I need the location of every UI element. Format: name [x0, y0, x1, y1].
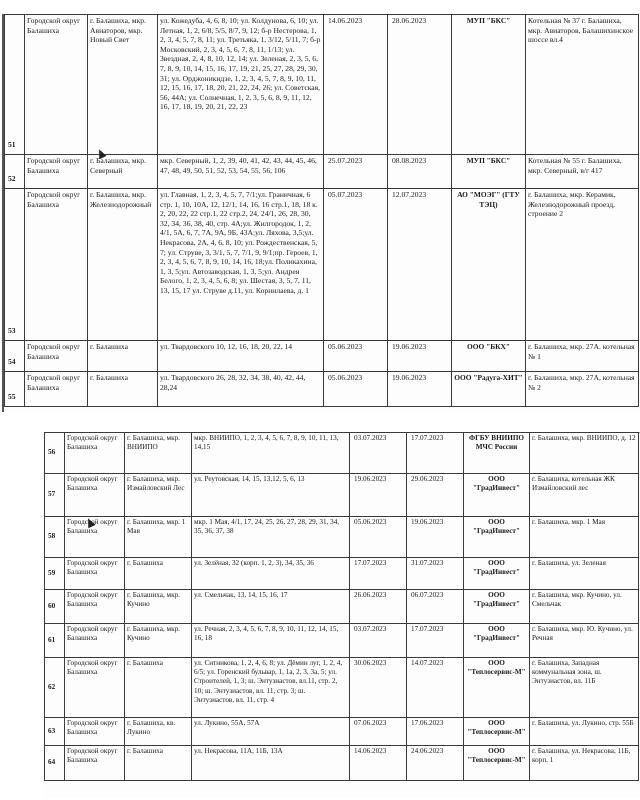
district-cell: Городской округ Балашиха	[65, 658, 125, 718]
locality-cell: г. Балашиха, мкр. Измайловский Лес	[125, 474, 192, 517]
row-number: 58	[45, 517, 65, 558]
scan-page-bottom	[44, 432, 640, 798]
heat-source-cell: г. Балашиха, мкр. 27А. котельная № 1	[526, 341, 639, 372]
organization-cell: ООО "Теплосервис-М"	[464, 718, 530, 746]
end-date-cell: 29.06.2023	[407, 474, 464, 517]
table-row	[5, 189, 639, 341]
start-date-cell: 05.06.2023	[350, 517, 407, 558]
end-date-cell: 17.07.2023	[407, 624, 464, 658]
start-date-cell: 17.07.2023	[350, 558, 407, 590]
streets-cell: ул. Лукино, 55А, 57А	[192, 718, 350, 746]
locality-cell: г. Балашиха	[125, 658, 192, 718]
row-number: 64	[45, 746, 65, 781]
heat-source-cell: Котельная № 55 г. Балашиха, мкр. Северный, в/г 417	[526, 155, 639, 189]
district-cell: Городской округ Балашиха	[65, 433, 125, 474]
streets-cell: ул. Кожедуба, 4, 6, 8, 10; ул. Колдунова, 6, 10; ул. Летная, 1, 2, 6/8, 5/5, 8/7, 9, 12; б-р Нестерова, 1, 2, 3, 4, 5, 7, 8, 11; ул. Третьяка, 1, 3/12, 5/11, 7; б-р Московский, 2, 3, 4, 5, 6, 7, 8, 11, 1/13; ул. Звездная, 2, 4, 8, 10, 12, 14; ул. Зеленая, 2, 3, 5, 6, 7, 8, 9, 10, 14, 15, 16, 17, 19, 21, 25, 27, 28, 29, 30, 31; ул. Орджоникидзе, 1, 2, 3, 4, 5, 7, 8, 9, 10, 11, 12, 15, 16, 17, 18, 20, 21, 22, 24, 26; ул. Советская, 56, 44А; ул. Солнечная, 1, 2, 3, 5, 6, 8, 9, 11, 12, 16, 17, 18, 19, 20, 21, 22, 23	[158, 15, 324, 155]
locality-cell: г. Балашиха, мкр. ВНИИПО	[125, 433, 192, 474]
district-cell: Городской округ Балашиха	[25, 15, 88, 155]
heat-source-cell: г. Балашиха, мкр. Керамик, Железнодорожный проезд, строение 2	[526, 189, 639, 341]
row-number: 57	[45, 474, 65, 517]
locality-cell: г. Балашиха, мкр. Кучино	[125, 624, 192, 658]
table-row	[45, 558, 639, 590]
district-cell: Городской округ Балашиха	[65, 558, 125, 590]
end-date-cell: 19.06.2023	[388, 341, 452, 372]
locality-cell: г. Балашиха	[125, 746, 192, 781]
row-number: 51	[5, 15, 25, 155]
streets-cell: ул. Речная, 2, 3, 4, 5, 6, 7, 8, 9, 10, 11, 12, 14, 15, 16, 18	[192, 624, 350, 658]
organization-cell: ООО "ГрадИнвест"	[464, 590, 530, 624]
row-number: 62	[45, 658, 65, 718]
end-date-cell: 19.06.2023	[407, 517, 464, 558]
locality-cell: г. Балашиха, мкр. Авиаторов, мкр. Новый Свет	[88, 15, 158, 155]
organization-cell: ФГБУ ВНИИПО МЧС России	[464, 433, 530, 474]
district-cell: Городской округ Балашиха	[25, 189, 88, 341]
end-date-cell: 31.07.2023	[407, 558, 464, 590]
table-row	[5, 341, 639, 372]
locality-cell: г. Балашиха, мкр. 1 Мая	[125, 517, 192, 558]
end-date-cell: 17.06.2023	[407, 718, 464, 746]
district-cell: Городской округ Балашиха	[65, 718, 125, 746]
table-row	[45, 718, 639, 746]
end-date-cell: 28.06.2023	[388, 15, 452, 155]
streets-cell: мкр. 1 Мая, 4/1, 17, 24, 25, 26, 27, 28, 29, 31, 34, 35, 36, 37, 38	[192, 517, 350, 558]
heat-source-cell: г. Балашиха, мкр. 1 Мая	[530, 517, 639, 558]
district-cell: Городской округ Балашиха	[65, 517, 125, 558]
outage-schedule-table-top	[4, 14, 639, 407]
streets-cell: ул. Смельчак, 13, 14, 15, 16, 17	[192, 590, 350, 624]
streets-cell: ул. Главная, 1, 2, 3, 4, 5, 7, 7/1;ул. Граничная, 6 стр. 1, 10, 10А, 12, 12/1, 14, 16, 16 стр.1, 18, 18 к. 2, 20, 22, 22 стр.1, 22 стр.2, 24, 24/1, 26, 28, 30, 32, 34, 36, 38, 40, стр. 4А;ул. Жилгородок, 1, 2, 4/1, 5А, 6, 7, 7А, 9А, 9Б, 43А;ул. Ляхова, 3,5;ул. Некрасова, 2А, 4, 6, 8, 10; ул. Рождественская, 5, 7; ул. Струве, 3, 3/1, 5, 7, 7/1, 9, 9/1;пр. Героев, 1, 2, 3, 4, 5, 6, 7, 8, 9, 10, 14, 16, 18;ул. Поликахина, 1, 3, 5;ул. Автозаводская, 1, 3, 5;ул. Андрея Белого, 1, 2, 3, 4, 5, 6, 8; ул. Шестая, 3, 5, 7, 11, 13, 15, 17 ул. Струве д.11, ул. Корнилаева, д. 1	[158, 189, 324, 341]
locality-cell: г. Балашиха, мкр. Железнодорожный	[88, 189, 158, 341]
end-date-cell: 14.07.2023	[407, 658, 464, 718]
table-row	[45, 517, 639, 558]
table-row	[5, 155, 639, 189]
streets-cell: ул. Твардовского 10, 12, 16, 18, 20, 22, 14	[158, 341, 324, 372]
start-date-cell: 05.07.2023	[324, 189, 388, 341]
table-row	[45, 474, 639, 517]
end-date-cell: 12.07.2023	[388, 189, 452, 341]
heat-source-cell: г. Балашиха, мкр. Ю. Кучино, ул. Речная	[530, 624, 639, 658]
table-row	[45, 658, 639, 718]
row-number: 52	[5, 155, 25, 189]
heat-source-cell: г. Балашиха, мкр. ВНИИПО, д. 12	[530, 433, 639, 474]
heat-source-cell: г. Балашиха, ул. Лукино, стр. 55Б	[530, 718, 639, 746]
table-row	[45, 624, 639, 658]
end-date-cell: 06.07.2023	[407, 590, 464, 624]
organization-cell: ООО "ГрадИнвест"	[464, 558, 530, 590]
start-date-cell: 07.06.2023	[350, 718, 407, 746]
streets-cell: ул. Некрасова, 11А, 11Б, 13А	[192, 746, 350, 781]
locality-cell: г. Балашиха, мкр. Северный	[88, 155, 158, 189]
start-date-cell: 14.06.2023	[350, 746, 407, 781]
table-row	[5, 15, 639, 155]
table-top-body	[5, 15, 639, 407]
start-date-cell: 05.06.2023	[324, 372, 388, 407]
locality-cell: г. Балашиха	[88, 341, 158, 372]
start-date-cell: 05.06.2023	[324, 341, 388, 372]
start-date-cell: 25.07.2023	[324, 155, 388, 189]
heat-source-cell: г. Балашиха, ул. Некрасова, 11Б, корп. 1	[530, 746, 639, 781]
district-cell: Городской округ Балашиха	[65, 624, 125, 658]
organization-cell: ООО "ГрадИнвест"	[464, 517, 530, 558]
row-number: 54	[5, 341, 25, 372]
district-cell: Городской округ Балашиха	[65, 746, 125, 781]
table-row	[45, 433, 639, 474]
locality-cell: г. Балашиха, кв. Лукино	[125, 718, 192, 746]
streets-cell: ул. Реутовская, 14, 15, 13,12, 5, 6, 13	[192, 474, 350, 517]
table-row	[45, 590, 639, 624]
district-cell: Городской округ Балашиха	[25, 341, 88, 372]
organization-cell: МУП "БКС"	[452, 155, 526, 189]
streets-cell: мкр. ВНИИПО, 1, 2, 3, 4, 5, 6, 7, 8, 9, 10, 11, 13, 14,15	[192, 433, 350, 474]
row-number: 55	[5, 372, 25, 407]
organization-cell: ООО "Теплосервис-М"	[464, 658, 530, 718]
row-number: 60	[45, 590, 65, 624]
heat-source-cell: Котельная № 37 г. Балашиха, мкр. Авиаторов, Балашихинское шоссе вл.4	[526, 15, 639, 155]
row-number: 63	[45, 718, 65, 746]
row-number: 59	[45, 558, 65, 590]
organization-cell: ООО "Теплосервис-М"	[464, 746, 530, 781]
table-bottom-body	[45, 433, 639, 781]
end-date-cell: 08.08.2023	[388, 155, 452, 189]
table-row	[5, 372, 639, 407]
heat-source-cell: г. Балашиха, котельная ЖК Измайловский лес	[530, 474, 639, 517]
locality-cell: г. Балашиха	[125, 558, 192, 590]
start-date-cell: 14.06.2023	[324, 15, 388, 155]
locality-cell: г. Балашиха	[88, 372, 158, 407]
start-date-cell: 30.06.2023	[350, 658, 407, 718]
end-date-cell: 24.06.2023	[407, 746, 464, 781]
streets-cell: ул. Твардовского 26, 28, 32, 34, 38, 40, 42, 44, 28,24	[158, 372, 324, 407]
start-date-cell: 03.07.2023	[350, 433, 407, 474]
organization-cell: ООО "ГрадИнвест"	[464, 624, 530, 658]
start-date-cell: 26.06.2023	[350, 590, 407, 624]
outage-schedule-table-bottom	[44, 432, 639, 781]
district-cell: Городской округ Балашиха	[65, 590, 125, 624]
row-number: 56	[45, 433, 65, 474]
end-date-cell: 19.06.2023	[388, 372, 452, 407]
streets-cell: ул. Ситникова, 1, 2, 4, 6, 8; ул. Дёмин луг, 1, 2, 4, 6/5; ул. Горенский бульвар, 1, 1а, 2, 3, 3а, 5; ул. Строителей, 1, 3; ш. Энтузиастов, вл.11, стр. 2, 10; ш. Энтузиастов, вл. 11, стр. 3; ш. Энтузиастов, вл. 11, стр. 4	[192, 658, 350, 718]
row-number: 53	[5, 189, 25, 341]
district-cell: Городской округ Балашиха	[25, 155, 88, 189]
scan-page-top	[2, 14, 640, 412]
district-cell: Городской округ Балашиха	[25, 372, 88, 407]
heat-source-cell: г. Балашиха, мкр. Кучино, ул. Смельчак	[530, 590, 639, 624]
heat-source-cell: г. Балашиха, Западная коммунальная зона, ш. Энтузиастов, вл. 11Б	[530, 658, 639, 718]
locality-cell: г. Балашиха, мкр. Кучино	[125, 590, 192, 624]
row-number: 61	[45, 624, 65, 658]
streets-cell: мкр. Северный, 1, 2, 39, 40, 41, 42, 43, 44, 45, 46, 47, 48, 49, 50, 51, 52, 53, 54, 55, 56, 106	[158, 155, 324, 189]
start-date-cell: 19.06.2023	[350, 474, 407, 517]
heat-source-cell: г. Балашиха, ул. Зеленая	[530, 558, 639, 590]
end-date-cell: 17.07.2023	[407, 433, 464, 474]
start-date-cell: 03.07.2023	[350, 624, 407, 658]
streets-cell: ул. Зелёная, 32 (корп. 1, 2, 3), 34, 35, 36	[192, 558, 350, 590]
organization-cell: МУП "БКС"	[452, 15, 526, 155]
heat-source-cell: г. Балашиха, мкр. 27А, котельная № 2	[526, 372, 639, 407]
district-cell: Городской округ Балашиха	[65, 474, 125, 517]
organization-cell: ООО "Радуга-ХИТ"	[452, 372, 526, 407]
table-row	[45, 746, 639, 781]
organization-cell: ООО "БКХ"	[452, 341, 526, 372]
organization-cell: ООО "ГрадИнвест"	[464, 474, 530, 517]
organization-cell: АО "МОЭГ" (ГТУ ТЭЦ)	[452, 189, 526, 341]
